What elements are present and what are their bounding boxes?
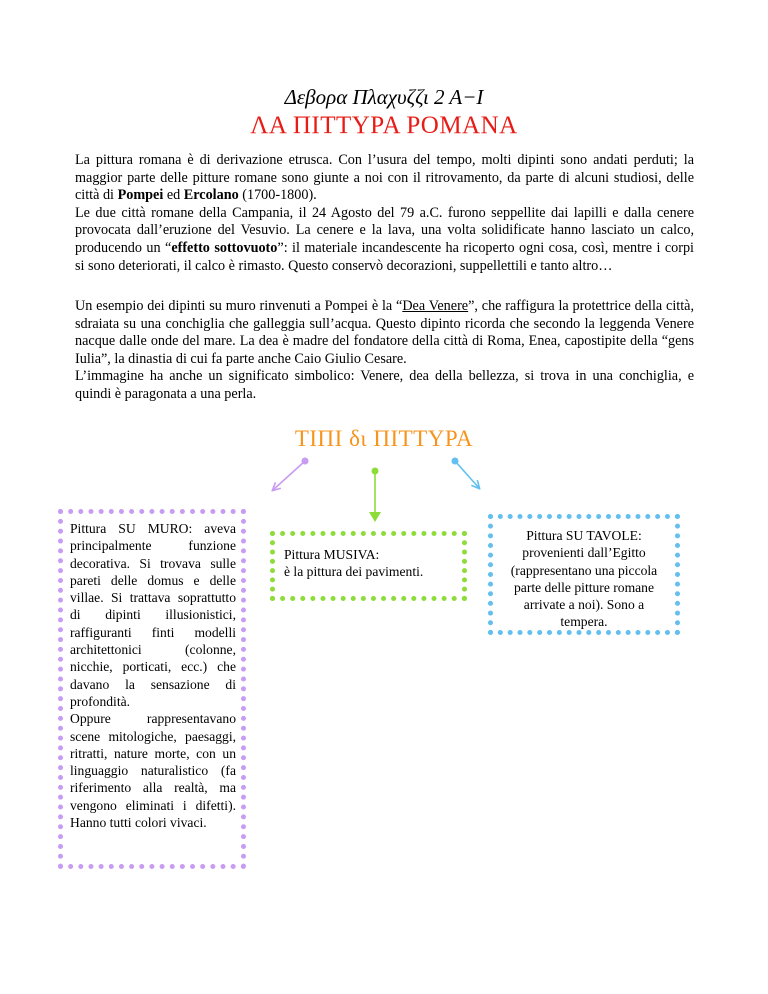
author-name: Δεβορα Πλαχυζζι 2 Α−Ι <box>284 85 484 109</box>
intro-paragraph <box>75 152 694 275</box>
text-run: ”, che raffigura la protettrice della città, sdraiata su una conchiglia che galleggia sull’acqua. Questo dipinto ricorda che secondo la leggenda Venere nacque dalle onde del mare. La dea è madre del fondatore della città di Roma, Enea, capostipite della “gens Iulia”, la dinastia di cui fa parte anche Caio Giulio Cesare. <box>75 298 695 367</box>
text-run: Un esempio dei dipinti su muro rinvenuti a Pompei è la “ <box>75 298 403 314</box>
diagram-title: ΤΙΠΙ δι ΠΙΤΤΥΡΑ <box>294 426 474 451</box>
text-run: ed <box>163 187 184 204</box>
arrow-right <box>452 458 480 489</box>
paragraph-intro-text <box>75 152 694 205</box>
arrow-left-line <box>273 461 305 490</box>
bold-pompei: Pompei <box>117 187 164 204</box>
arrow-center-head <box>369 512 381 522</box>
paragraph-eruption-text <box>75 205 694 275</box>
arrow-right-line <box>455 461 479 488</box>
arrow-left <box>273 458 309 491</box>
bold-effetto-sottovuoto: effetto sottovuoto <box>171 239 278 256</box>
venere-paragraph <box>75 298 694 404</box>
text-run: La pittura romana è di derivazione etrusca. Con l’usura del tempo, molti dipinti sono andati perduti; la maggior parte delle pitture romane sono giunte a noi con il ritrovamento, da parte di alcuni studiosi, delle città di <box>75 152 694 204</box>
muro-text-2: Oppure rappresentavano scene mitologiche, paesaggi, ritratti, nature morte, con un linguaggio naturalistico (fa riferimento alla realtà, ma vengono eliminati i difetti). Hanno tutti colori vivaci. <box>70 711 236 831</box>
musiva-text: è la pittura dei pavimenti. <box>284 564 424 580</box>
text-run: (1700-1800). <box>238 187 317 204</box>
text-run: ”: il materiale incandescente ha ricoperto ogni cosa, così, mentre i corpi si sono deteriorati, il calco è rimasto. Questo conservò decorazioni, suppellettili e tanto altro… <box>75 239 694 274</box>
arrow-left-dot <box>302 458 309 465</box>
box-pittura-musiva <box>270 531 467 601</box>
page-title: ΛΑ ΠΙΤΤΥΡΑ ΡΟΜΑΝΑ <box>250 112 518 139</box>
paragraph-venere-text <box>75 298 694 368</box>
arrow-center <box>369 468 381 523</box>
paragraph-symbolic-text: L’immagine ha anche un significato simbolico: Venere, dea della bellezza, si trova in una conchiglia, e quindi è paragonata a una perla. <box>75 368 694 402</box>
muro-text: Pittura SU MURO: aveva principalmente funzione decorativa. Si trovava sulle pareti delle domus e delle villae. Si trattava soprattutto di dipinti illusionistici, raffiguranti finti modelli architettonici (colonne, nicchie, porticati, ecc.) che davano la sensazione di profondità. <box>70 521 236 709</box>
box-pittura-su-tavole <box>488 514 680 635</box>
tavole-text: Pittura SU TAVOLE: provenienti dall’Egitto (rappresentano una piccola parte delle pitture romane arrivate a noi). Sono a tempera. <box>510 528 658 630</box>
bold-ercolano: Ercolano <box>183 187 239 204</box>
text-run: Le due città romane della Campania, il 24 Agosto del 79 a.C. furono seppellite dai lapilli e dalla cenere provocata dall’eruzione del Vesuvio. La cenere e la lava, una volta solidificate hanno lasciato un calco, producendo un “ <box>75 204 694 256</box>
arrow-right-dot <box>452 458 459 465</box>
musiva-heading: Pittura MUSIVA: <box>284 547 380 562</box>
arrow-center-dot <box>372 468 379 475</box>
box-pittura-su-muro <box>58 509 246 869</box>
underlined-dea-venere: Dea Venere <box>402 298 469 314</box>
